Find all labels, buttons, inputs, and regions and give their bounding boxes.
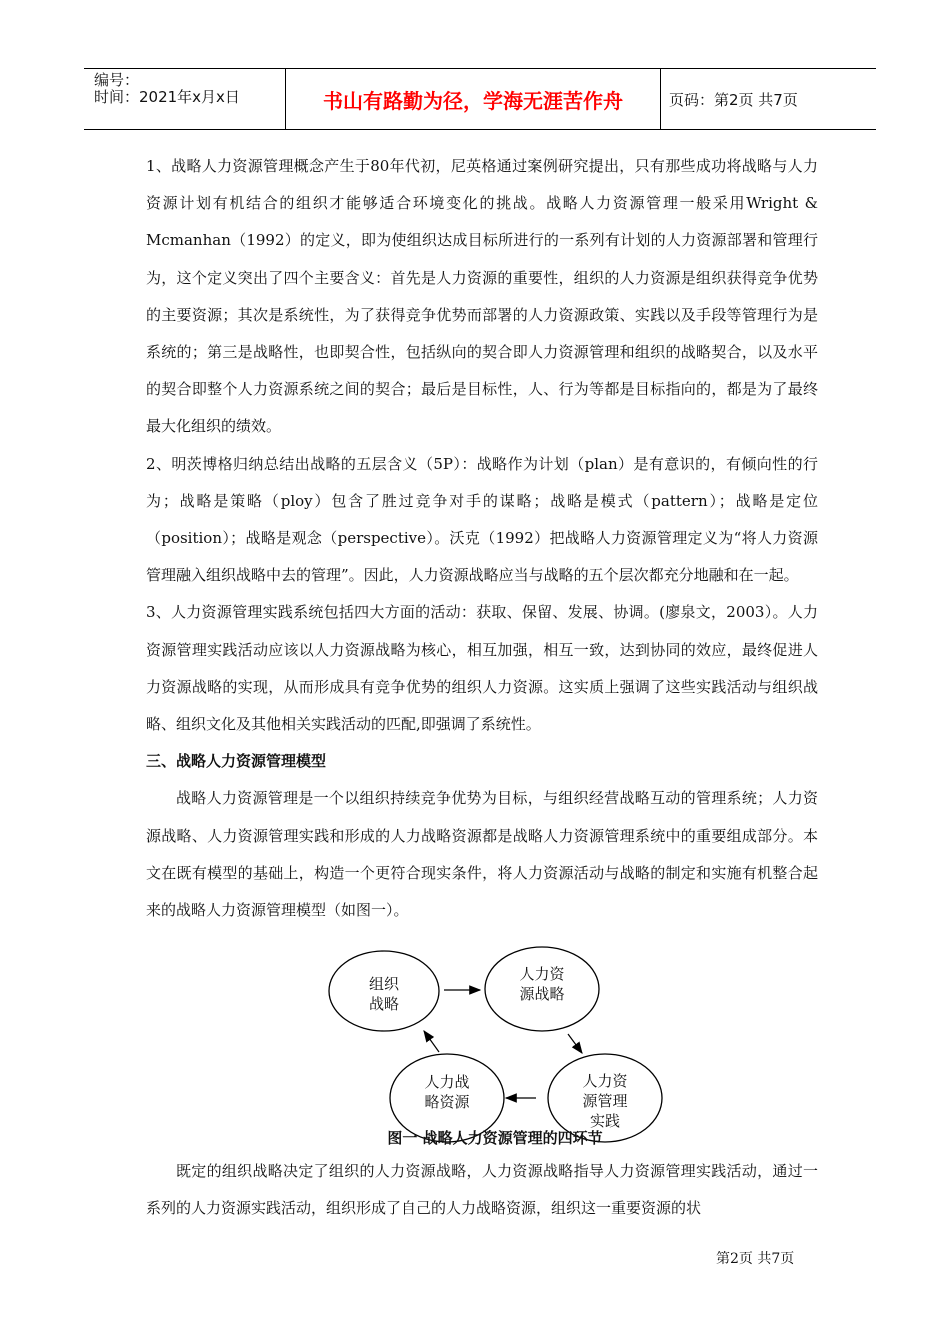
date-label: 时间：2021年x月x日 xyxy=(94,88,240,106)
main-content xyxy=(146,148,818,929)
page-header xyxy=(84,68,876,130)
four-stage-diagram xyxy=(320,946,670,1146)
section-paragraph: 战略人力资源管理是一个以组织持续竞争优势为目标，与组织经营战略互动的管理系统；人力资源战略、人力资源管理实践和形成的人力战略资源都是战略人力资源管理系统中的重要组成部分。本文在既有模型的基础上，构造一个更符合现实条件，将人力资源活动与战略的制定和实施有机整合起来的战略人力资源管理模型（如图一）。 xyxy=(146,789,818,920)
node-hr-strategy-line2: 源战略 xyxy=(519,985,565,1003)
node-hr-practice-line3: 实践 xyxy=(589,1112,620,1130)
paragraph-3: 3、人力资源管理实践系统包括四大方面的活动：获取、保留、发展、协调。(廖泉文，2003）。人力资源管理实践活动应该以人力资源战略为核心，相互加强，相互一致，达到协同的效应，最终促进人力资源战略的实现，从而形成具有竞争优势的组织人力资源。这实质上强调了这些实践活动与组织战略、组织文化及其他相关实践活动的匹配,即强调了系统性。 xyxy=(146,603,818,734)
arrow-resource-to-org xyxy=(424,1031,439,1052)
header-meta xyxy=(84,69,284,129)
node-hr-strategy-line1: 人力资 xyxy=(519,965,565,983)
node-hr-resource xyxy=(402,1072,492,1112)
node-org-strategy-line2: 战略 xyxy=(368,995,399,1013)
node-hr-practice-line1: 人力资 xyxy=(582,1072,628,1090)
header-motto: 书山有路勤为径，学海无涯苦作舟 xyxy=(285,69,661,129)
header-page-info: 页码：第2页 共7页 xyxy=(669,90,798,109)
figure-caption: 图一 战略人力资源管理的四环节 xyxy=(387,1129,603,1147)
closing-content xyxy=(146,1153,818,1227)
node-hr-strategy xyxy=(497,964,587,1004)
page-footer: 第2页 共7页 xyxy=(716,1251,795,1267)
node-hr-practice xyxy=(560,1071,650,1131)
node-hr-resource-line1: 人力战 xyxy=(424,1073,470,1091)
section-heading: 三、战略人力资源管理模型 xyxy=(146,752,327,771)
paragraph-2: 2、明茨博格归纳总结出战略的五层含义（5P）：战略作为计划（plan）是有意识的，有倾向性的行为；战略是策略（ploy）包含了胜过竞争对手的谋略；战略是模式（pattern）；战略是定位（position）；战略是观念（perspective）。沃克（1992）把战略人力资源管理定义为“将人力资源管理融入组织战略中去的管理”。因此，人力资源战略应当与战略的五个层次都充分地融和在一起。 xyxy=(146,454,818,585)
arrow-hr-strategy-to-practice xyxy=(568,1034,582,1053)
number-label: 编号： xyxy=(94,71,140,89)
paragraph-1: 1、战略人力资源管理概念产生于80年代初，尼英格通过案例研究提出，只有那些成功将战略与人力资源计划有机结合的组织才能够适合环境变化的挑战。战略人力资源管理一般采用Wright & Mcmanhan（1992）的定义，即为使组织达成目标所进行的一系列有计划的人力资源部署和管理行为，这个定义突出了四个主要含义：首先是人力资源的重要性，组织的人力资源是组织获得竞争优势的主要资源；其次是系统性，为了获得竞争优势而部署的人力资源政策、实践以及手段等管理行为是系统的；第三是战略性，也即契合性，包括纵向的契合即人力资源管理和组织的战略契合，以及水平的契合即整个人力资源系统之间的契合；最后是目标性，人、行为等都是目标指向的，都是为了最终最大化组织的绩效。 xyxy=(146,157,818,436)
node-org-strategy-line1: 组织 xyxy=(368,975,399,993)
node-hr-practice-line2: 源管理 xyxy=(582,1092,628,1110)
node-org-strategy xyxy=(339,974,429,1014)
closing-paragraph: 既定的组织战略决定了组织的人力资源战略，人力资源战略指导人力资源管理实践活动，通过一系列的人力资源实践活动，组织形成了自己的人力战略资源，组织这一重要资源的状 xyxy=(146,1162,818,1218)
node-hr-resource-line2: 略资源 xyxy=(424,1093,470,1111)
